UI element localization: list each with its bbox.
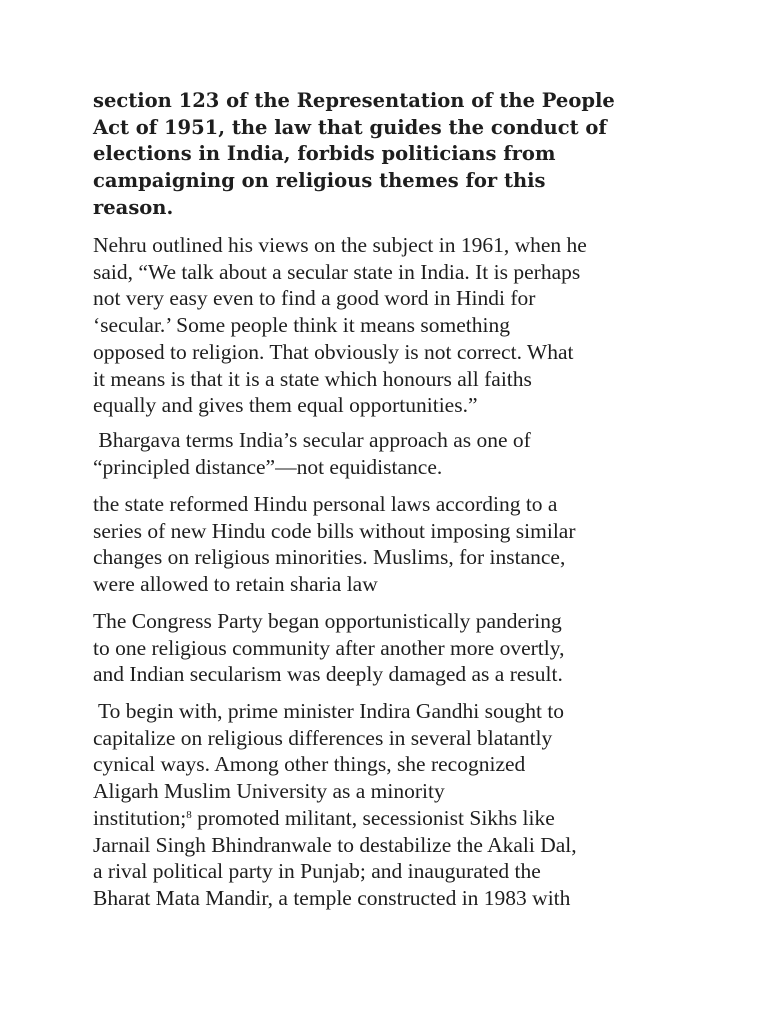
text-line: Bhargava terms India’s secular approach as one of xyxy=(93,428,531,452)
text-fragment: promoted militant, secessionist Sikhs like xyxy=(191,805,555,830)
text-line: Act of 1951, the law that guides the conduct of xyxy=(93,115,607,139)
text-line: “principled distance”—not equidistance. xyxy=(93,454,443,479)
text-line: the state reformed Hindu personal laws according to a xyxy=(93,492,558,516)
text-line: opposed to religion. That obviously is not correct. What xyxy=(93,339,574,364)
text-line: said, “We talk about a secular state in India. It is perhaps xyxy=(93,259,581,284)
text-line: capitalize on religious differences in several blatantly xyxy=(93,725,553,750)
text-line: a rival political party in Punjab; and inaugurated the xyxy=(93,859,541,884)
text-line: changes on religious minorities. Muslims, for instance, xyxy=(93,545,566,570)
text-line: not very easy even to find a good word in Hindi for xyxy=(93,286,536,311)
text-line: section 123 of the Representation of the People xyxy=(93,89,615,112)
text-line: elections in India, forbids politicians from xyxy=(93,142,556,166)
paragraph-indira-gandhi xyxy=(93,698,693,912)
paragraph-bhargava xyxy=(93,427,693,480)
text-line: it means is that it is a state which honours all faiths xyxy=(93,366,532,391)
text-line: To begin with, prime minister Indira Gandhi sought to xyxy=(93,699,565,723)
text-line: and Indian secularism was deeply damaged as a result. xyxy=(93,662,563,687)
paragraph-nehru-quote xyxy=(93,232,693,419)
text-line: cynical ways. Among other things, she recognized xyxy=(93,752,526,777)
text-line: Nehru outlined his views on the subject in 1961, when he xyxy=(93,233,587,257)
text-line: to one religious community after another more overtly, xyxy=(93,635,565,660)
text-line: ‘secular.’ Some people think it means something xyxy=(93,313,510,338)
footnote-marker[interactable]: 8 xyxy=(186,808,192,821)
text-line: reason. xyxy=(93,195,174,219)
paragraph-congress-party xyxy=(93,608,693,688)
text-line-with-footnote xyxy=(93,805,693,832)
text-line: campaigning on religious themes for this xyxy=(93,169,546,193)
text-line: were allowed to retain sharia law xyxy=(93,572,378,597)
text-line: The Congress Party began opportunistically pandering xyxy=(93,609,562,633)
text-line: Jarnail Singh Bhindranwale to destabilize the Akali Dal, xyxy=(93,832,577,857)
text-fragment: institution; xyxy=(93,805,187,830)
text-line: Aligarh Muslim University as a minority xyxy=(93,779,445,804)
paragraph-bold-intro xyxy=(93,88,693,222)
paragraph-hindu-code-bills xyxy=(93,491,693,598)
text-line: Bharat Mata Mandir, a temple constructed in 1983 with xyxy=(93,885,571,910)
text-line: equally and gives them equal opportunities.” xyxy=(93,393,478,418)
text-line: series of new Hindu code bills without imposing similar xyxy=(93,518,576,543)
